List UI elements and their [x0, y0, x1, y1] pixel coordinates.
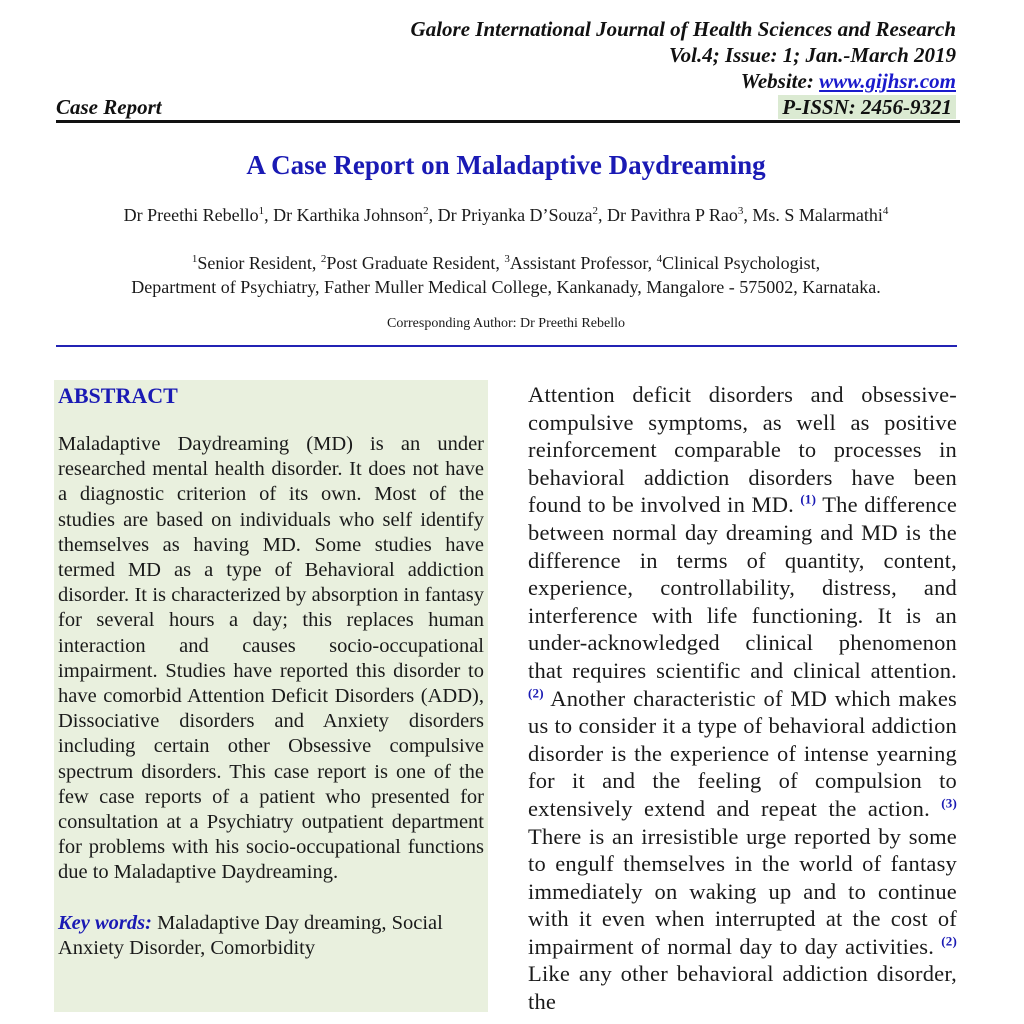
- affiliation-department: Department of Psychiatry, Father Muller Medical College, Kankanady, Mangalore - 575002, Karnataka.: [131, 277, 881, 297]
- keywords: [58, 911, 484, 961]
- website-label: Website:: [740, 69, 820, 93]
- author: Dr Pavithra P Rao: [607, 205, 738, 225]
- issn: P-ISSN: 2456-9321: [778, 95, 956, 119]
- author: Dr Priyanka D’Souza: [437, 205, 593, 225]
- citation-link[interactable]: (3): [941, 795, 957, 811]
- abstract-box: [54, 380, 488, 1012]
- keywords-label: Key words:: [58, 911, 152, 934]
- citation-link[interactable]: (2): [941, 933, 957, 949]
- volume-issue: Vol.4; Issue: 1; Jan.-March 2019: [668, 43, 956, 67]
- website-line: [411, 68, 956, 94]
- article-type-label: Case Report: [56, 95, 162, 119]
- website-link[interactable]: www.gijhsr.com: [819, 69, 956, 93]
- corresponding-author: Corresponding Author: Dr Preethi Rebello: [387, 316, 625, 331]
- author-list: Dr Preethi Rebello$^1$, Dr Karthika Johnson$^2$, Dr Priyanka D’Souza$^2$, Dr Pavithra P Rao$^3$, Ms. S Malarmathi$^4$: [123, 205, 889, 225]
- author: Ms. S Malarmathi: [752, 205, 883, 225]
- affiliations: [0, 251, 1012, 299]
- body-paragraph: Attention deficit disorders and obsessive-compulsive symptoms, as well as positive reinforcement comparable to processes in behavioral addiction disorders have been found to be involved in MD. $^{(1)}$ The difference between normal day dreaming and MD is the difference in terms of quantity, content, experience, controllability, distress, and interference with life functioning. It is an under-acknowledged clinical phenomenon that requires scientific and clinical attention. $^{(2)}$ Another characteristic of MD which makes us to consider it a type of behavioral addiction disorder is the experience of intense yearning for it and the feeling of compulsion to extensively extend and repeat the action. $^{(3)}$ There is an irresistible urge reported by some to engulf themselves in the world of fantasy immediately on waking up and to continue with it even when interrupted at the cost of impairment of normal day to day activities. $^{(2)}$ Like any other behavioral addiction disorder, the: [528, 382, 957, 1015]
- section-divider: [56, 345, 957, 347]
- header-divider: [56, 120, 960, 123]
- abstract-text: Maladaptive Daydreaming (MD) is an under researched mental health disorder. It does not have a diagnostic criterion of its own. Most of the studies are based on individuals who self identify themselves as having MD. Some studies have termed MD as a type of Behavioral addiction disorder. It is characterized by absorption in fantasy for several hours a day; this replaces human interaction and causes socio-occupational impairment. Studies have reported this disorder to have comorbid Attention Deficit Disorders (ADD), Dissociative disorders and Anxiety disorders including certain other Obsessive compulsive spectrum disorders. This case report is one of the few case reports of a patient who presented for consultation at a Psychiatry outpatient department for problems with his socio-occupational functions due to Maladaptive Daydreaming.: [58, 433, 484, 884]
- citation-link[interactable]: (2): [528, 685, 544, 701]
- journal-name: Galore International Journal of Health Sciences and Research: [410, 17, 956, 41]
- journal-header: [411, 16, 956, 120]
- keywords-text: Maladaptive Day dreaming, Social Anxiety Disorder, Comorbidity: [58, 911, 443, 959]
- abstract-heading: ABSTRACT: [58, 383, 178, 408]
- citation-link[interactable]: (1): [800, 491, 817, 507]
- article-title: A Case Report on Maladaptive Daydreaming: [246, 150, 766, 180]
- author: Dr Preethi Rebello: [123, 205, 259, 225]
- author: Dr Karthika Johnson: [273, 205, 424, 225]
- affiliation-roles: $^1$Senior Resident, $^2$Post Graduate Resident, $^3$Assistant Professor, $^4$Clinical Psychologist,: [191, 253, 821, 273]
- body-column: [528, 381, 957, 1016]
